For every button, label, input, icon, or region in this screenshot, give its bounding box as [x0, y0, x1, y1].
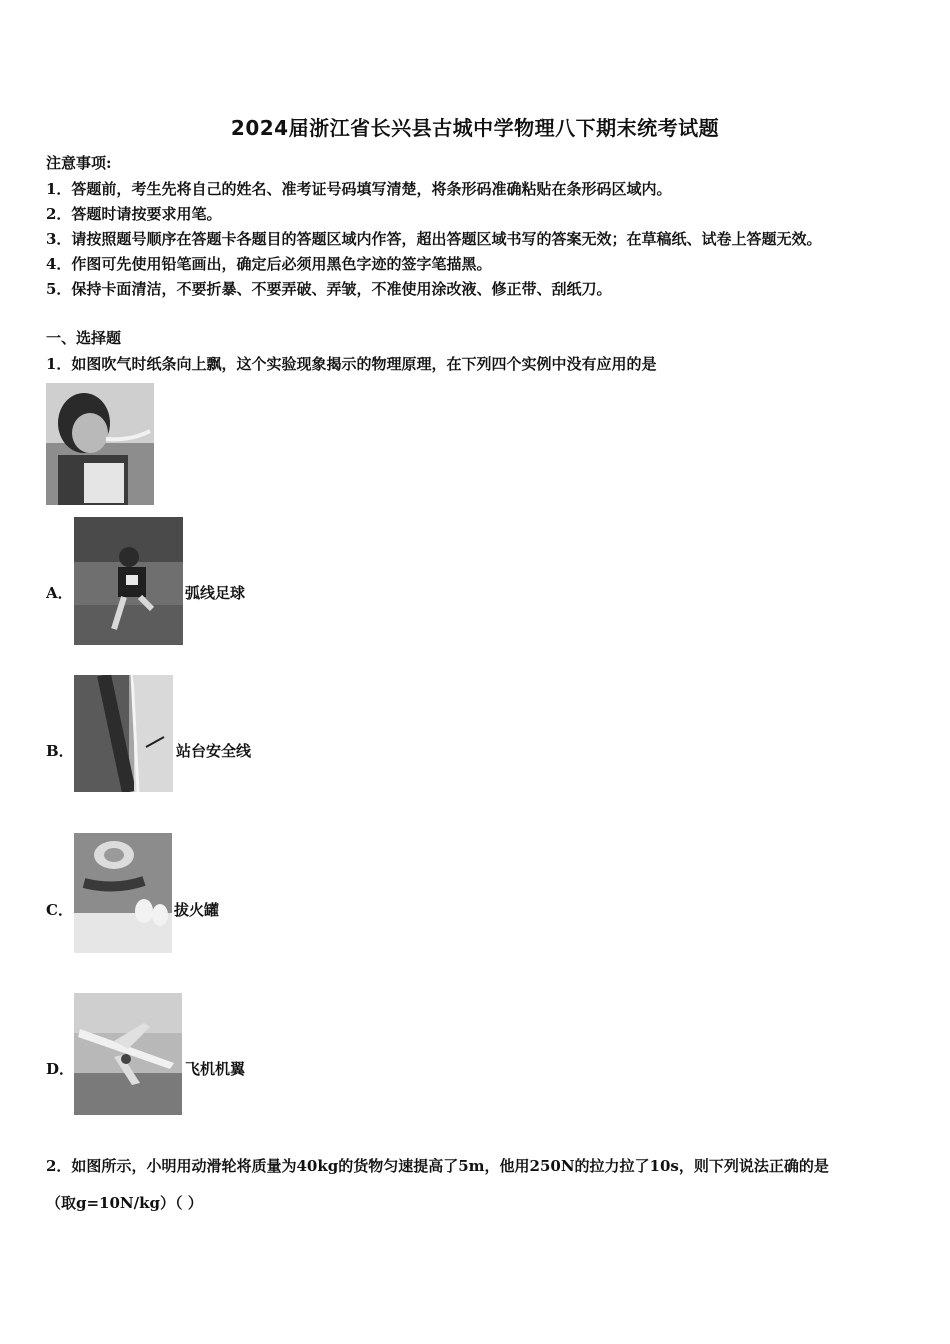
section-heading: 一、选择题	[46, 329, 122, 347]
page-title: 2024届浙江省长兴县古城中学物理八下期末统考试题	[230, 116, 720, 140]
option-a-text: 弧线足球	[185, 584, 246, 602]
option-d-letter: D．	[46, 1060, 75, 1078]
option-b-image	[74, 675, 173, 792]
note-item: 5．保持卡面清洁，不要折暴、不要弄破、弄皱，不准使用涂改液、修正带、刮纸刀。	[46, 280, 612, 298]
option-c-text: 拔火罐	[174, 901, 220, 919]
question-1-stem: 1．如图吹气时纸条向上飘，这个实验现象揭示的物理原理，在下列四个实例中没有应用的是	[46, 355, 657, 373]
note-item: 4．作图可先使用铅笔画出，确定后必须用黑色字迹的签字笔描黑。	[46, 255, 492, 273]
note-item: 2．答题时请按要求用笔。	[46, 205, 222, 223]
question-1-image	[46, 383, 154, 505]
question-2-stem: 2．如图所示，小明用动滑轮将质量为40kg的货物匀速提高了5m，他用250N的拉力拉了10s，则下列说法正确的是	[46, 1157, 829, 1175]
note-item: 1．答题前，考生先将自己的姓名、准考证号码填写清楚，将条形码准确粘贴在条形码区域内。	[46, 180, 672, 198]
question-2-stem-line2: （取g=10N/kg）（ ）	[46, 1194, 203, 1212]
option-c-image	[74, 833, 172, 953]
option-a-letter: A．	[46, 584, 73, 602]
option-c-letter: C．	[46, 901, 73, 919]
option-b-letter: B．	[46, 742, 74, 760]
note-item: 3．请按照题号顺序在答题卡各题目的答题区域内作答，超出答题区域书写的答案无效；在草稿纸、试卷上答题无效。	[46, 230, 822, 248]
option-d-text: 飞机机翼	[185, 1060, 246, 1078]
notes-heading: 注意事项:	[46, 154, 112, 172]
option-d-image	[74, 993, 182, 1115]
option-a-image	[74, 517, 183, 645]
option-b-text: 站台安全线	[176, 742, 252, 760]
